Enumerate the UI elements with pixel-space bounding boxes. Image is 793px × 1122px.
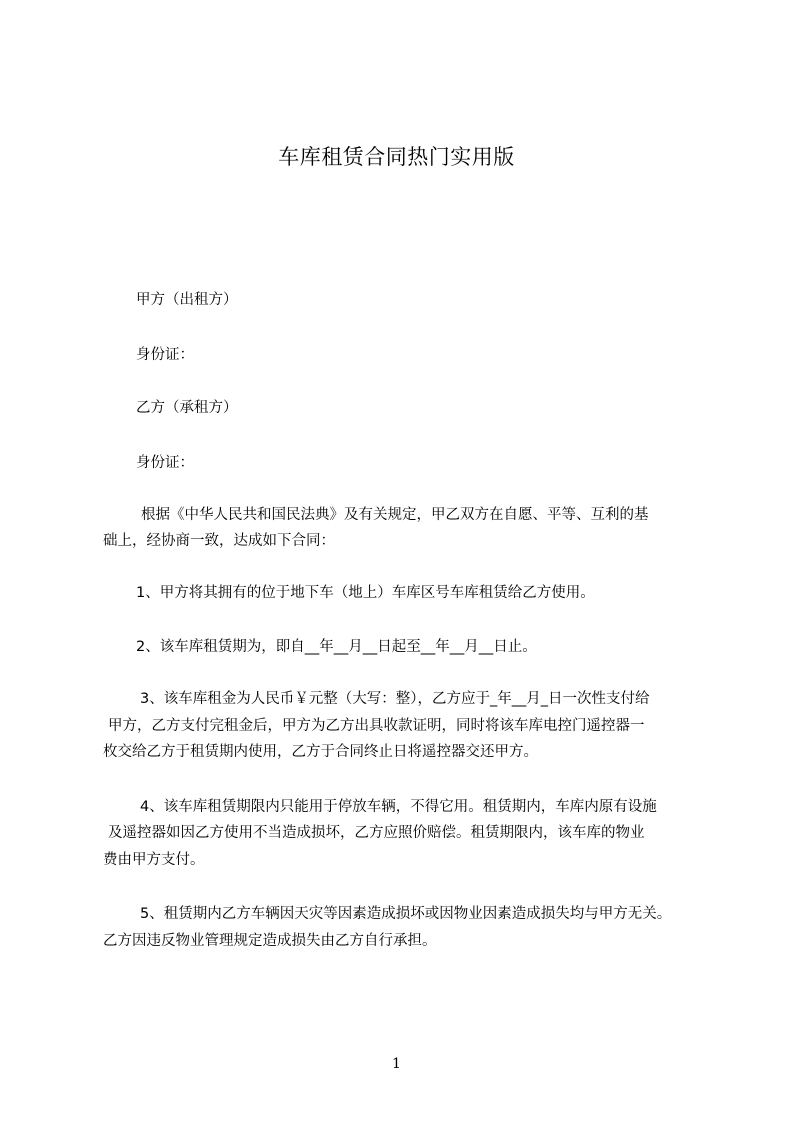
party-b-id-label: 身份证： <box>136 455 194 471</box>
clause-line: 4、该车库租赁期限内只能用于停放车辆，不得它用。租赁期内，车库内原有设施 <box>140 799 657 815</box>
page-number: 1 <box>392 1056 401 1072</box>
preamble-line: 根据《中华人民共和国民法典》及有关规定，甲乙双方在自愿、平等、互利的基 <box>141 507 649 523</box>
document-title: 车库租赁合同热门实用版 <box>278 145 515 169</box>
clause-line: 及遥控器如因乙方使用不当造成损坏，乙方应照价赔偿。租赁期限内，该车库的物业 <box>108 825 645 841</box>
clause-line: 枚交给乙方于租赁期内使用，乙方于合同终止日将遥控器交还甲方。 <box>103 744 538 760</box>
clause-line: 乙方因违反物业管理规定造成损失由乙方自行承担。 <box>103 933 437 949</box>
preamble-line: 础上，经协商一致，达成如下合同： <box>103 533 335 549</box>
clause-line: 3、该车库租金为人民币￥元整（大写：整），乙方应于_年__月_日一次性支付给 <box>140 691 650 707</box>
clause-line: 5、租赁期内乙方车辆因天灾等因素造成损坏或因物业因素造成损失均与甲方无关。 <box>140 906 672 922</box>
clause-line: 甲方，乙方支付完租金后，甲方为乙方出具收款证明，同时将该车库电控门遥控器一 <box>108 718 645 734</box>
clause-line: 1、甲方将其拥有的位于地下车（地上）车库区号车库租赁给乙方使用。 <box>136 585 595 601</box>
party-a-id-label: 身份证： <box>136 347 194 363</box>
clause-line: 2、该车库租赁期为，即自__年__月__日起至__年__月__日止。 <box>136 639 537 655</box>
clause-line: 费由甲方支付。 <box>103 852 205 868</box>
party-b-label: 乙方（承租方） <box>136 400 238 416</box>
party-a-label: 甲方（出租方） <box>136 292 238 308</box>
